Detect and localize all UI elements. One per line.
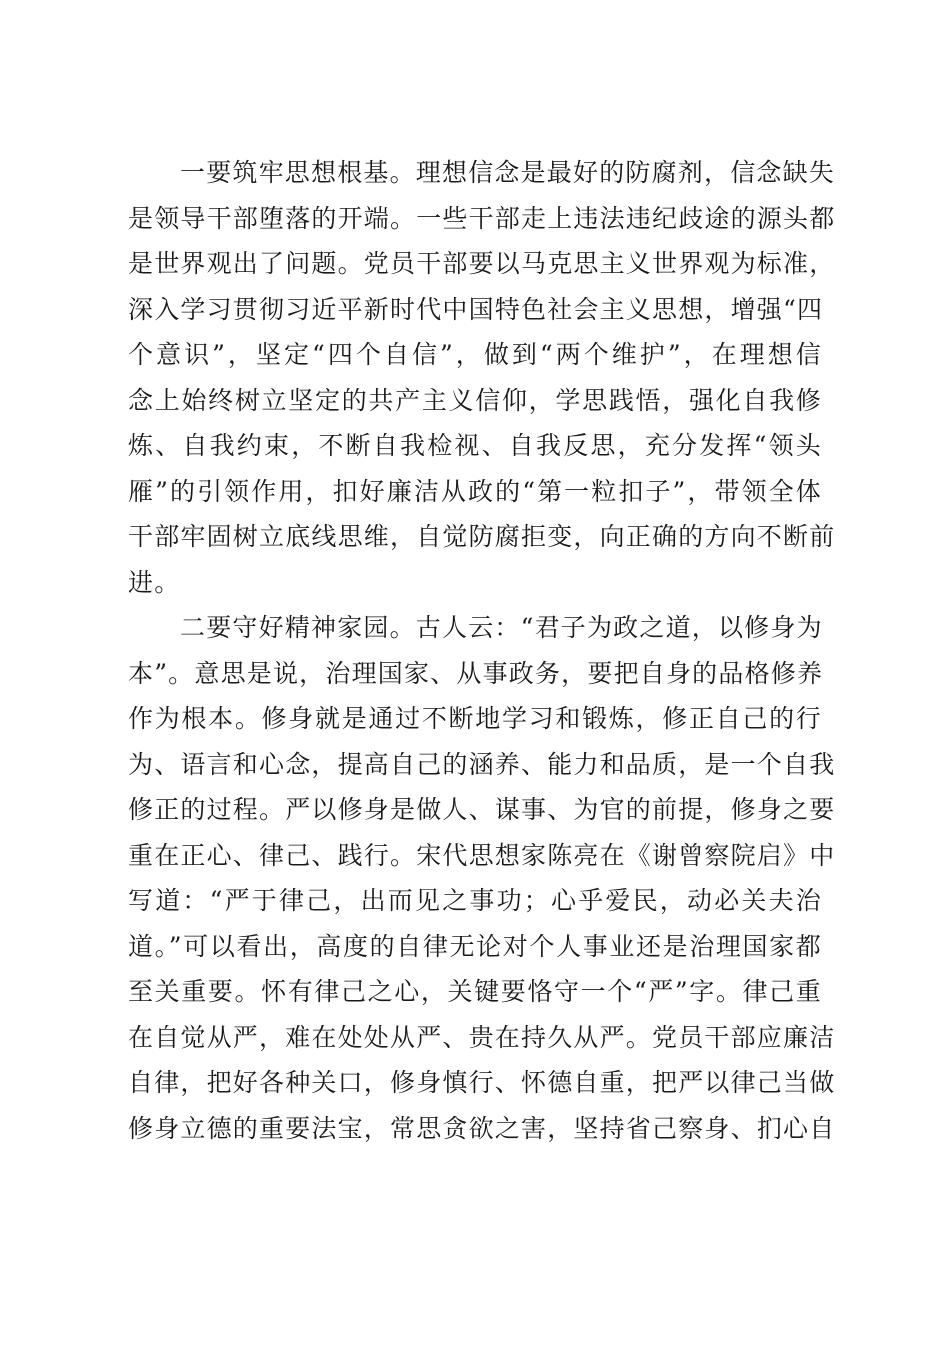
paragraph-line: 本”。意思是说，治理国家、从事政务，要把自身的品格修养	[128, 658, 824, 688]
paragraph-line: 个意识”，坚定“四个自信”，做到“两个维护”，在理想信	[128, 340, 822, 369]
paragraph-2	[128, 605, 836, 1151]
paragraph-line: 一要筑牢思想根基。理想信念是最好的防腐剂，信念缺失	[180, 158, 836, 187]
document-body	[128, 150, 836, 1151]
paragraph-line: 深入学习贯彻习近平新时代中国特色社会主义思想，增强“四	[128, 294, 824, 324]
paragraph-line: 念上始终树立坚定的共产主义信仰，学思践悟，强化自我修	[128, 385, 822, 415]
paragraph-1	[128, 150, 836, 605]
paragraph-line: 雁”的引领作用，扣好廉洁从政的“第一粒扣子”，带领全体	[128, 476, 822, 506]
paragraph-line: 修正的过程。严以修身是做人、谋事、为官的前提，修身之要	[128, 795, 836, 824]
paragraph-line: 在自觉从严，难在处处从严、贵在持久从严。党员干部应廉洁	[128, 1022, 836, 1052]
paragraph-line: 作为根本。修身就是通过不断地学习和锻炼，修正自己的行	[128, 704, 822, 733]
paragraph-line: 修身立德的重要法宝，常思贪欲之害，坚持省己察身、扪心自	[128, 1113, 836, 1143]
paragraph-line: 二要守好精神家园。古人云：“君子为政之道，以修身为	[180, 613, 823, 642]
paragraph-line: 至关重要。怀有律己之心，关键要恪守一个“严”字。律己重	[128, 977, 822, 1006]
paragraph-line: 进。	[128, 567, 181, 597]
paragraph-line: 为、语言和心念，提高自己的涵养、能力和品质，是一个自我	[128, 749, 836, 779]
paragraph-line: 是领导干部堕落的开端。一些干部走上违法违纪歧途的源头都	[128, 203, 836, 233]
paragraph-line: 重在正心、律己、践行。宋代思想家陈亮在《谢曾察院启》中	[128, 840, 836, 870]
paragraph-line: 炼、自我约束，不断自我检视、自我反思，充分发挥“领头	[128, 431, 822, 460]
paragraph-line: 是世界观出了问题。党员干部要以马克思主义世界观为标准，	[128, 249, 836, 278]
paragraph-line: 道。”可以看出，高度的自律无论对个人事业还是治理国家都	[128, 931, 822, 961]
paragraph-line: 干部牢固树立底线思维，自觉防腐拒变，向正确的方向不断前	[128, 522, 836, 551]
paragraph-line: 写道：“严于律己，出而见之事功；心乎爱民，动必关夫治	[128, 886, 822, 915]
paragraph-line: 自律，把好各种关口，修身慎行、怀德自重，把严以律己当做	[128, 1068, 836, 1097]
